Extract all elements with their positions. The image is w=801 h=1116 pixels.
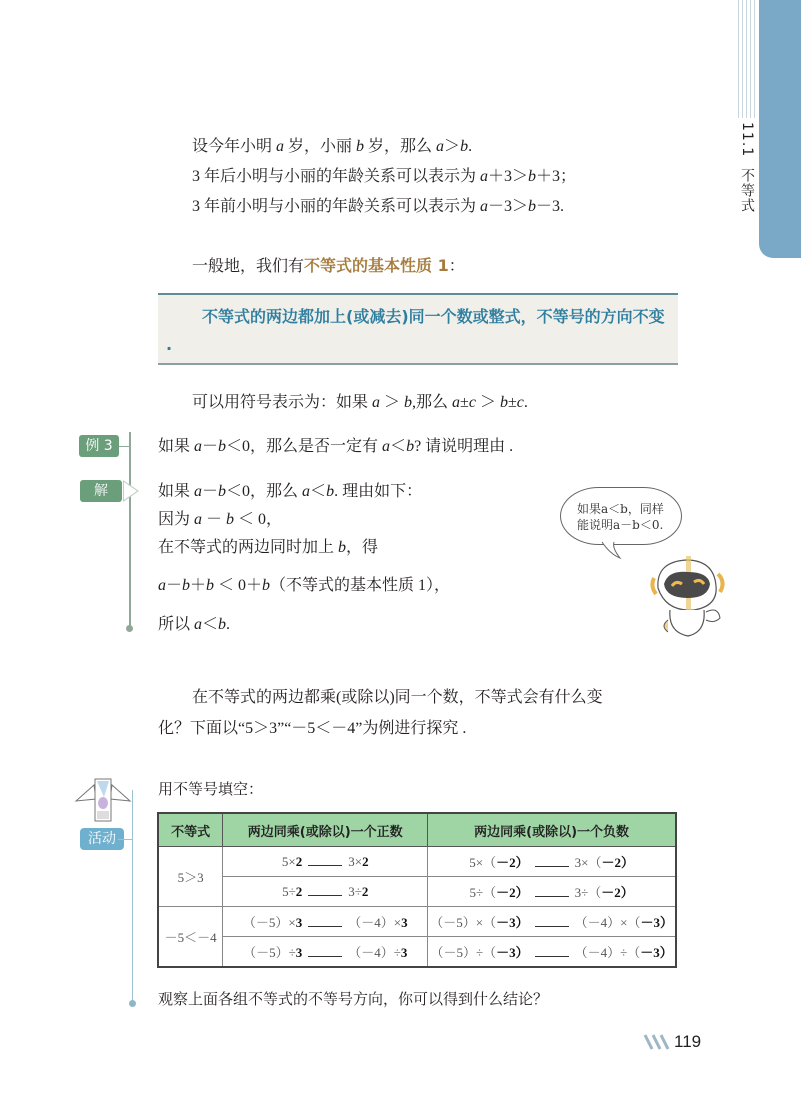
property-name: 不等式的基本性质 1 — [304, 256, 449, 275]
speech-bubble-text — [577, 501, 664, 533]
example-tick — [118, 446, 130, 447]
answer-blank[interactable] — [535, 884, 569, 897]
answer-blank[interactable] — [308, 883, 342, 896]
table-row — [158, 847, 676, 877]
example-end-dot — [126, 625, 133, 632]
intro-line-2: 3 年后小明与小丽的年龄关系可以表示为 a＋3＞b＋3； — [192, 168, 577, 185]
activity-conclusion-question: 观察上面各组不等式的不等号方向，你可以得到什么结论？ — [158, 990, 549, 1008]
positive-cell: 5÷2 3÷2 — [223, 877, 428, 907]
header-negative: 两边同乘(或除以)一个负数 — [428, 813, 676, 847]
solution-line-5: 所以 a＜b. — [158, 616, 231, 633]
solution-line-1: 如果 a－b＜0，那么 a＜b. 理由如下： — [158, 483, 423, 500]
answer-blank[interactable] — [308, 853, 342, 866]
answer-blank[interactable] — [308, 914, 342, 927]
solution-line-2: 因为 a － b ＜ 0， — [158, 511, 283, 528]
intro-line-1: 设今年小明 a 岁，小丽 b 岁，那么 a＞b. — [192, 138, 473, 155]
positive-cell: 5×2 3×2 — [223, 847, 428, 877]
chapter-label — [733, 122, 757, 213]
chapter-side-tab — [759, 0, 801, 258]
page-number: 119 — [674, 1032, 702, 1051]
answer-blank[interactable] — [308, 944, 342, 957]
answer-blank[interactable] — [535, 944, 569, 957]
example-badge: 例 3 — [79, 435, 119, 457]
inequality-cell: 5＞3 — [158, 847, 223, 907]
inequality-cell: －5＜－4 — [158, 907, 223, 968]
negative-cell: 5×（－2） 3×（－2） — [428, 847, 676, 877]
hourglass-activity-icon — [74, 775, 132, 825]
property-rule-text: 不等式的两边都加上(或减去)同一个数或整式，不等号的方向不变 . — [166, 307, 665, 354]
positive-cell: （－5）÷3 （－4）÷3 — [223, 937, 428, 968]
activity-timeline — [132, 790, 133, 1003]
header-inequality: 不等式 — [158, 813, 223, 847]
table-header-row — [158, 813, 676, 847]
explore-line-2: 化？下面以“5＞3”“－5＜－4”为例进行探究 . — [158, 720, 467, 737]
symbolic-statement: 可以用符号表示为：如果 a ＞ b,那么 a±c ＞ b±c. — [192, 394, 528, 411]
activity-end-dot — [129, 1000, 136, 1007]
table-row — [158, 907, 676, 937]
solution-line-3: 在不等式的两边同时加上 b，得 — [158, 539, 379, 556]
robot-mascot-icon — [648, 548, 728, 640]
chapter-number: 11.1 — [739, 122, 755, 158]
speech-bubble-tail — [600, 540, 624, 562]
general-statement: 一般地，我们有不等式的基本性质 1： — [192, 256, 465, 275]
table-row — [158, 877, 676, 907]
inequality-fill-table — [157, 812, 677, 968]
explore-line-1: 在不等式的两边都乘(或除以)同一个数，不等式会有什么变 — [192, 689, 603, 706]
negative-cell: 5÷（－2） 3÷（－2） — [428, 877, 676, 907]
answer-blank[interactable] — [535, 914, 569, 927]
activity-instruction: 用不等号填空： — [158, 780, 264, 798]
solution-line-4: a－b＋b ＜ 0＋b（不等式的基本性质 1）， — [158, 577, 451, 594]
activity-tick — [118, 839, 132, 840]
solution-arrow-inner — [124, 482, 137, 500]
intro-line-3: 3 年前小明与小丽的年龄关系可以表示为 a－3＞b－3. — [192, 198, 565, 215]
page-stripes-icon — [642, 1033, 672, 1051]
example-question: 如果 a－b＜0，那么是否一定有 a＜b? 请说明理由 . — [158, 438, 514, 455]
activity-badge: 活动 — [80, 828, 124, 850]
chapter-title: 不等式 — [739, 168, 755, 214]
header-positive: 两边同乘(或除以)一个正数 — [223, 813, 428, 847]
bubble-line-1: 如果a＜b，同样 — [577, 502, 664, 516]
bubble-line-2: 能说明a－b＜0. — [577, 518, 664, 532]
solution-badge: 解 — [80, 480, 122, 502]
table-row — [158, 937, 676, 968]
example-timeline — [129, 432, 131, 629]
property-rule-box — [158, 293, 678, 365]
answer-blank[interactable] — [535, 854, 569, 867]
side-decoration-lines — [738, 0, 758, 118]
positive-cell: （－5）×3 （－4）×3 — [223, 907, 428, 937]
negative-cell: （－5）×（－3） （－4）×（－3） — [428, 907, 676, 937]
negative-cell: （－5）÷（－3） （－4）÷（－3） — [428, 937, 676, 968]
